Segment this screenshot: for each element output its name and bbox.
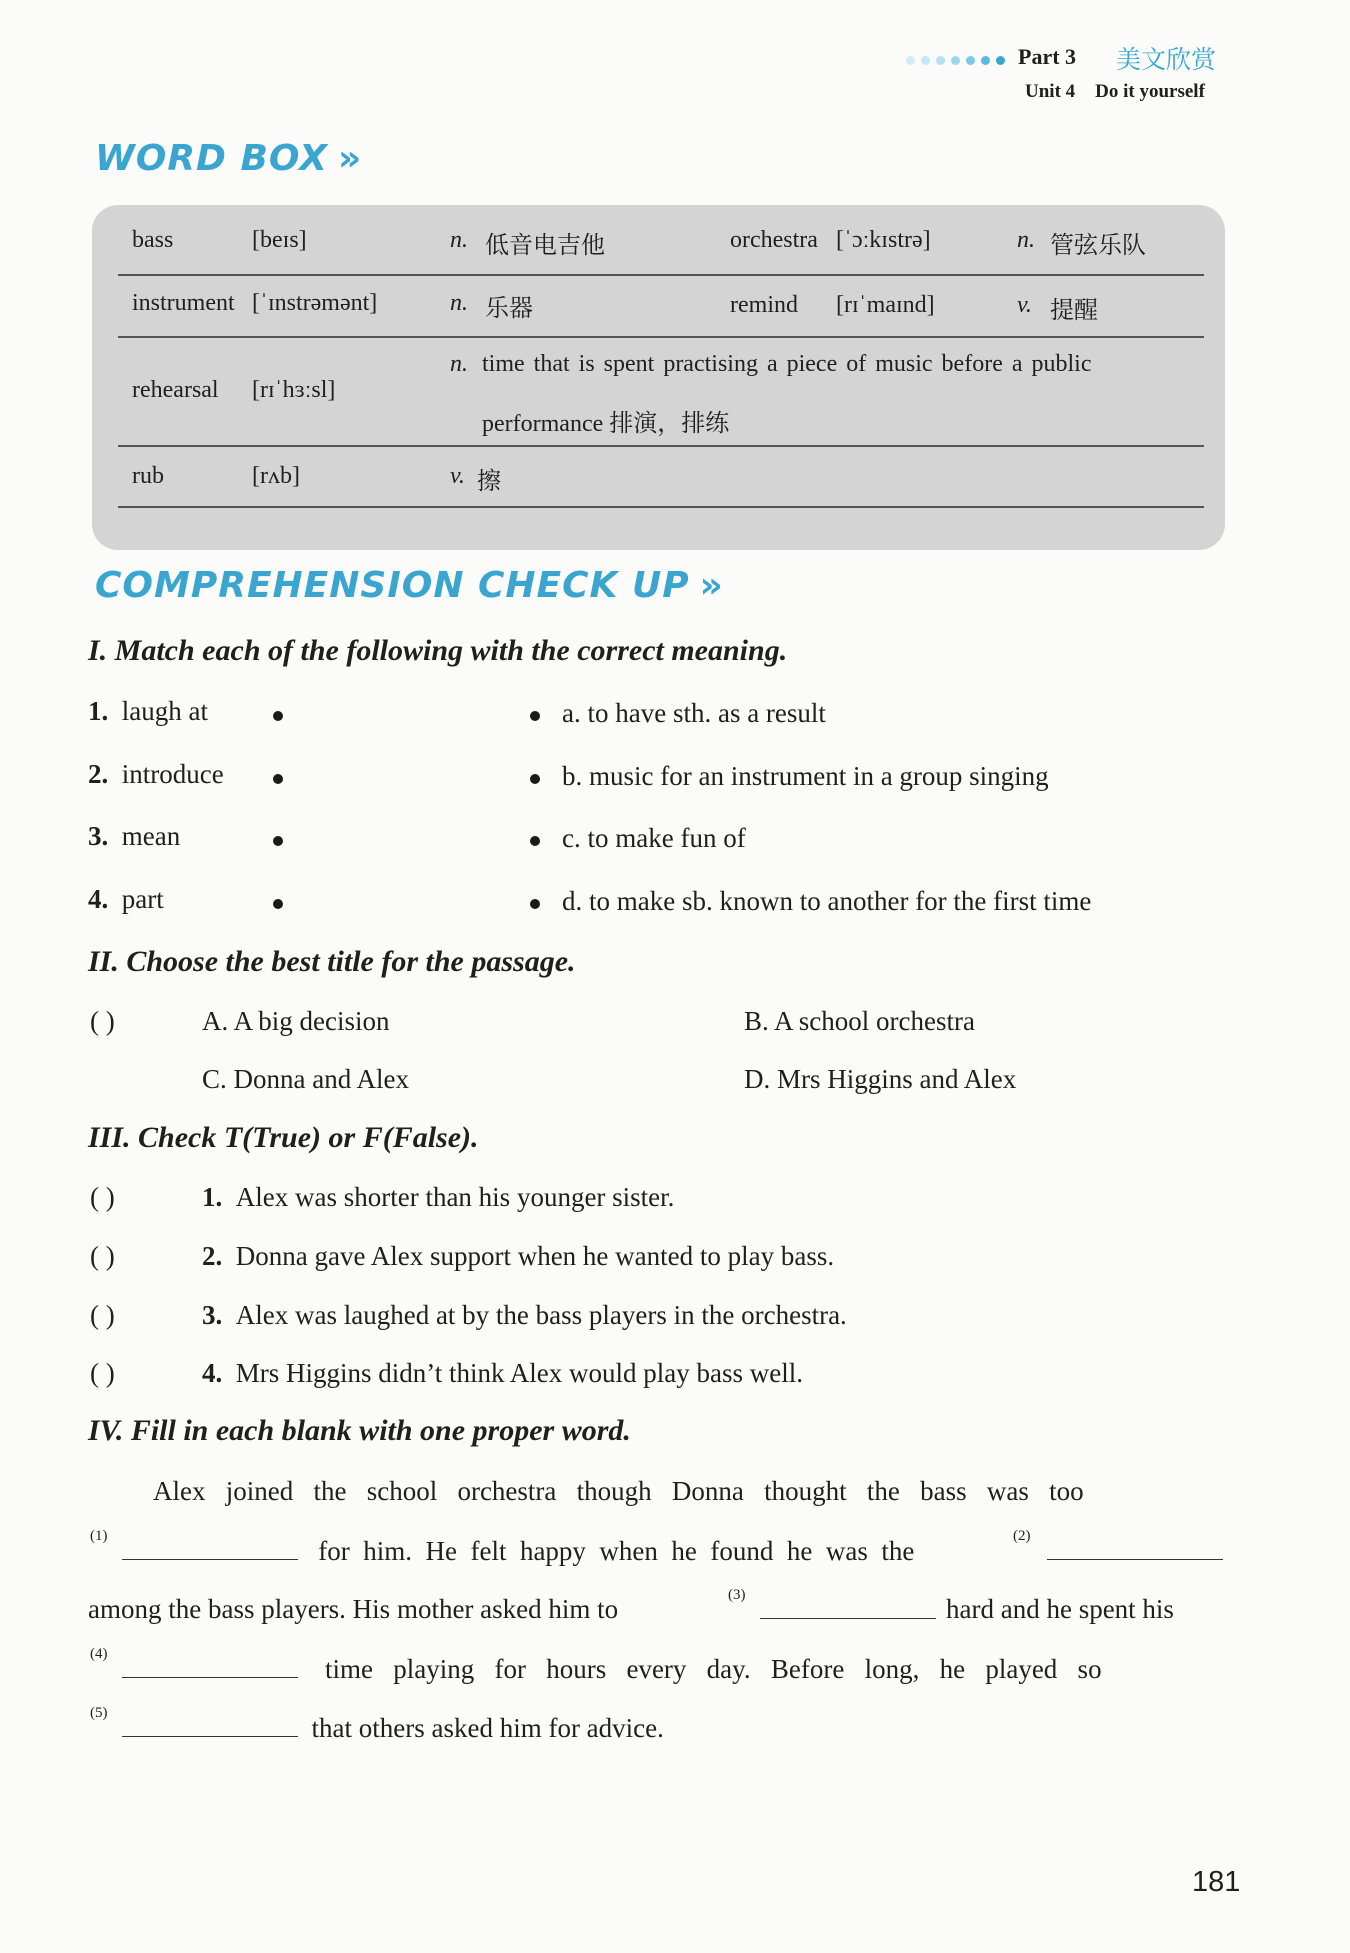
divider xyxy=(118,274,1204,276)
comprehension-title-text: COMPREHENSION CHECK UP xyxy=(95,565,690,606)
item-text: Donna gave Alex support when he wanted to play bass. xyxy=(235,1241,835,1271)
match-dot-left[interactable] xyxy=(273,774,283,784)
match-left-3 xyxy=(88,821,180,852)
passage-text: time playing for hours every day. Before long, he played so xyxy=(325,1654,1102,1684)
fill-blank-1[interactable] xyxy=(122,1535,298,1560)
passage-line-3b: hard and he spent his xyxy=(946,1594,1174,1624)
item-number: 2. xyxy=(88,759,109,789)
double-chevron-icon: » xyxy=(699,565,724,606)
tf-item-4 xyxy=(202,1358,803,1389)
item-number: 1. xyxy=(88,696,109,726)
passage-line-4 xyxy=(118,1653,1102,1685)
item-number: 3. xyxy=(202,1300,223,1330)
fill-blank-4[interactable] xyxy=(122,1653,298,1678)
blank-number: (2) xyxy=(1013,1528,1031,1544)
item-text: Alex was shorter than his younger sister. xyxy=(235,1182,675,1212)
word-box-title xyxy=(95,138,362,179)
item-text: mean xyxy=(121,821,181,851)
answer-blank[interactable]: ( ) xyxy=(90,1358,115,1388)
passage-text: that others asked him for advice. xyxy=(311,1713,664,1743)
fill-blank-3[interactable] xyxy=(760,1594,936,1619)
phonetic: [ˈɔːkɪstrə] xyxy=(836,227,931,253)
word: rehearsal xyxy=(132,377,219,403)
phonetic: [rɪˈhɜːsl] xyxy=(252,377,336,403)
match-right-b: b. music for an instrument in a group singing xyxy=(562,761,1049,791)
passage-blank-2 xyxy=(1043,1535,1223,1567)
header-unit-label: Unit 4 xyxy=(1025,81,1076,102)
match-dot-right[interactable] xyxy=(530,899,540,909)
section-1-heading: I. Match each of the following with the correct meaning. xyxy=(88,634,788,667)
header-part-cn: 美文欣赏 xyxy=(1116,45,1217,74)
match-right-c: c. to make fun of xyxy=(562,823,746,853)
passage-line-1: Alex joined the school orchestra though Donna thought the bass was too xyxy=(153,1476,1084,1506)
passage-blank-3 xyxy=(756,1594,936,1626)
page-number: 181 xyxy=(1192,1866,1241,1898)
comprehension-title xyxy=(95,565,724,606)
blank-number: (4) xyxy=(90,1646,108,1662)
word-box xyxy=(92,205,1225,550)
match-dot-right[interactable] xyxy=(530,836,540,846)
divider xyxy=(118,445,1204,447)
part-of-speech: v. xyxy=(450,463,465,489)
tf-item-1 xyxy=(202,1182,674,1213)
match-right-a: a. to have sth. as a result xyxy=(562,698,826,728)
tf-item-2 xyxy=(202,1241,834,1272)
answer-blank[interactable]: ( ) xyxy=(90,1006,115,1036)
section-2-heading: II. Choose the best title for the passage. xyxy=(88,945,576,978)
divider xyxy=(118,506,1204,508)
part-of-speech: n. xyxy=(450,227,468,253)
section-4-heading: IV. Fill in each blank with one proper word. xyxy=(88,1414,631,1447)
answer-blank[interactable]: ( ) xyxy=(90,1182,115,1212)
part-of-speech: v. xyxy=(1017,292,1032,318)
meaning: time that is spent practising a piece of music before a public xyxy=(482,351,1092,377)
item-number: 4. xyxy=(88,884,109,914)
part-of-speech: n. xyxy=(450,351,468,377)
divider xyxy=(118,336,1204,338)
passage-text: for him. He felt happy when he found he was the xyxy=(318,1536,915,1566)
double-chevron-icon: » xyxy=(337,138,363,179)
option-c: C. Donna and Alex xyxy=(202,1064,409,1094)
word: bass xyxy=(132,227,174,253)
word: rub xyxy=(132,463,164,489)
meaning: 乐器 xyxy=(485,294,533,322)
phonetic: [beɪs] xyxy=(252,227,307,253)
meaning-continued: performance 排演，排练 xyxy=(482,411,730,437)
passage-line-3 xyxy=(88,1594,618,1625)
item-number: 2. xyxy=(202,1241,223,1271)
item-number: 3. xyxy=(88,821,109,851)
option-a: A. A big decision xyxy=(202,1006,390,1036)
phonetic: [rɪˈmaɪnd] xyxy=(836,292,935,318)
item-text: part xyxy=(121,884,164,914)
match-dot-left[interactable] xyxy=(273,836,283,846)
blank-number: (1) xyxy=(90,1528,108,1544)
option-d: D. Mrs Higgins and Alex xyxy=(744,1064,1017,1094)
header-unit-title: Do it yourself xyxy=(1095,81,1205,102)
word: orchestra xyxy=(730,227,818,253)
item-text: Mrs Higgins didn’t think Alex would play bass well. xyxy=(235,1358,803,1388)
meaning: 提醒 xyxy=(1050,296,1098,324)
phonetic: [ˈɪnstrəmənt] xyxy=(252,290,378,316)
word: remind xyxy=(730,292,798,318)
match-dot-right[interactable] xyxy=(530,711,540,721)
blank-number: (3) xyxy=(728,1587,746,1603)
fill-blank-2[interactable] xyxy=(1047,1535,1223,1560)
meaning: 擦 xyxy=(477,467,501,495)
match-right-d: d. to make sb. known to another for the first time xyxy=(562,886,1092,916)
part-of-speech: n. xyxy=(450,290,468,316)
item-text: Alex was laughed at by the bass players in the orchestra. xyxy=(235,1300,847,1330)
match-dot-right[interactable] xyxy=(530,774,540,784)
meaning: 管弦乐队 xyxy=(1050,231,1146,259)
header-unit xyxy=(1025,81,1205,103)
phonetic: [rʌb] xyxy=(252,463,300,489)
answer-blank[interactable]: ( ) xyxy=(90,1300,115,1330)
item-text: laugh at xyxy=(121,696,208,726)
match-dot-left[interactable] xyxy=(273,711,283,721)
blank-number: (5) xyxy=(90,1705,108,1721)
answer-blank[interactable]: ( ) xyxy=(90,1241,115,1271)
word-box-title-text: WORD BOX xyxy=(95,138,328,179)
tf-item-3 xyxy=(202,1300,847,1331)
match-left-4 xyxy=(88,884,164,915)
passage-text: among the bass players. His mother asked him to xyxy=(88,1594,619,1624)
part-of-speech: n. xyxy=(1017,227,1035,253)
header-dots xyxy=(906,52,1011,66)
passage-line-2 xyxy=(118,1535,914,1567)
section-3-heading: III. Check T(True) or F(False). xyxy=(88,1121,479,1154)
item-number: 1. xyxy=(202,1182,223,1212)
header-part: Part 3 xyxy=(1018,44,1077,69)
meaning: 低音电吉他 xyxy=(485,231,605,259)
match-left-1 xyxy=(88,696,208,727)
match-dot-left[interactable] xyxy=(273,899,283,909)
word: instrument xyxy=(132,290,235,316)
fill-blank-5[interactable] xyxy=(122,1712,298,1737)
match-left-2 xyxy=(88,759,224,790)
passage-line-5 xyxy=(118,1712,664,1744)
item-number: 4. xyxy=(202,1358,223,1388)
item-text: introduce xyxy=(121,759,224,789)
option-b: B. A school orchestra xyxy=(744,1006,975,1036)
